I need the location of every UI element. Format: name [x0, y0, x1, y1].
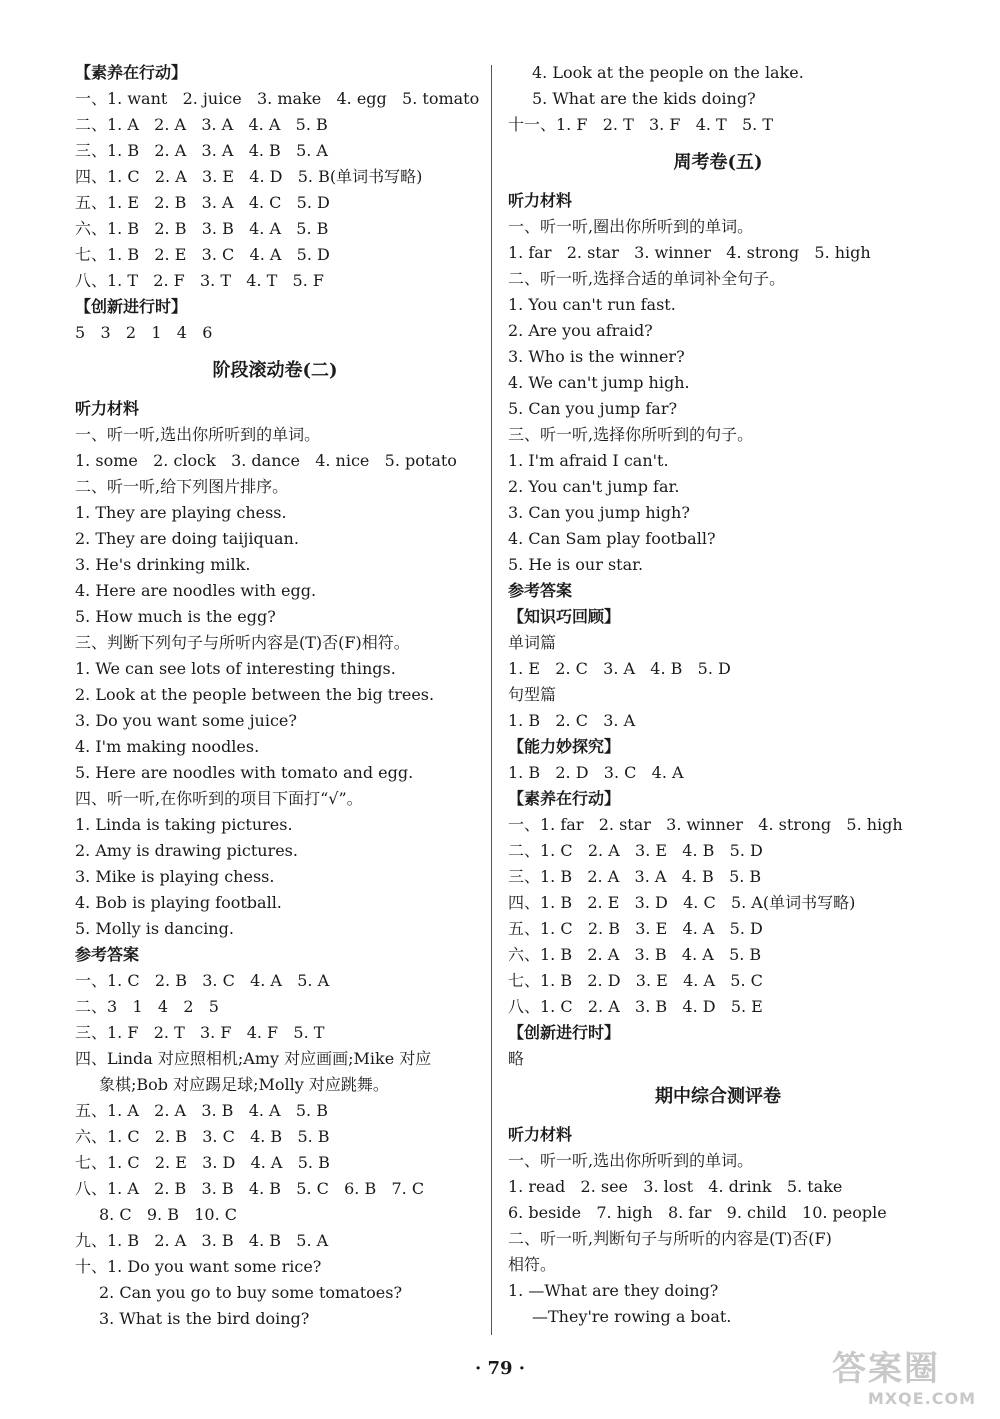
text-line: 5. He is our star. [508, 555, 644, 574]
section-label: 【知识巧回顾】 [508, 607, 621, 626]
text-line: 1. Linda is taking pictures. [75, 815, 293, 834]
answer-line: 八、1. C 2. A 3. B 4. D 5. E [508, 997, 763, 1016]
text-line: 1. —What are they doing? [508, 1281, 719, 1300]
text-line: 3. Can you jump high? [508, 503, 690, 522]
text-line: 一、听一听,选出你所听到的单词。 [508, 1151, 754, 1170]
answer-line: 六、1. B 2. A 3. B 4. A 5. B [508, 945, 762, 964]
answer-line: 四、1. B 2. E 3. D 4. C 5. A(单词书写略) [508, 893, 856, 912]
answer-line: 二、1. A 2. A 3. A 4. A 5. B [75, 115, 328, 134]
text-line: 二、听一听,给下列图片排序。 [75, 477, 289, 496]
text-line: 5. Molly is dancing. [75, 919, 234, 938]
text-line: 1. We can see lots of interesting things. [75, 659, 396, 678]
answer-line: 六、1. C 2. B 3. C 4. B 5. B [75, 1127, 330, 1146]
answer-line: 八、1. A 2. B 3. B 4. B 5. C 6. B 7. C [75, 1179, 425, 1198]
text-line: 句型篇 [508, 685, 557, 704]
answer-line: 8. C 9. B 10. C [99, 1205, 237, 1224]
text-line: 5. Can you jump far? [508, 399, 678, 418]
answer-line: 三、1. B 2. A 3. A 4. B 5. A [75, 141, 328, 160]
answer-line: 1. B 2. D 3. C 4. A [508, 763, 684, 782]
text-line: 二、听一听,判断句子与所听的内容是(T)否(F) [508, 1229, 832, 1248]
answer-line: 一、1. far 2. star 3. winner 4. strong 5. high [508, 815, 903, 834]
text-line: 二、听一听,选择合适的单词补全句子。 [508, 269, 786, 288]
answer-line: 四、1. C 2. A 3. E 4. D 5. B(单词书写略) [75, 167, 423, 186]
answer-line: 略 [508, 1049, 525, 1068]
text-line: 2. Are you afraid? [508, 321, 653, 340]
section-label: 听力材料 [508, 1125, 573, 1144]
text-line: 单词篇 [508, 633, 557, 652]
text-line: 4. I'm making noodles. [75, 737, 260, 756]
answer-line: 1. E 2. C 3. A 4. B 5. D [508, 659, 731, 678]
text-line: —They're rowing a boat. [532, 1307, 732, 1326]
answer-line: 三、1. F 2. T 3. F 4. F 5. T [75, 1023, 325, 1042]
text-line: 2. They are doing taijiquan. [75, 529, 299, 548]
text-line: 2. You can't jump far. [508, 477, 680, 496]
text-line: 1. You can't run fast. [508, 295, 676, 314]
section-label: 【素养在行动】 [75, 63, 188, 82]
answer-line: 1. B 2. C 3. A [508, 711, 636, 730]
answer-line: 九、1. B 2. A 3. B 4. B 5. A [75, 1231, 329, 1250]
text-line: 四、听一听,在你听到的项目下面打“√”。 [75, 789, 363, 808]
answer-line: 十一、1. F 2. T 3. F 4. T 5. T [508, 115, 774, 134]
watermark-text: 答案圈 [832, 1349, 940, 1389]
text-line: 1. I'm afraid I can't. [508, 451, 669, 470]
answer-line: 五、1. A 2. A 3. B 4. A 5. B [75, 1101, 328, 1120]
text-line: 5. How much is the egg? [75, 607, 276, 626]
text-line: 4. Here are noodles with egg. [75, 581, 317, 600]
column-divider [491, 65, 492, 1335]
answer-line: 七、1. C 2. E 3. D 4. A 5. B [75, 1153, 330, 1172]
answer-line: 二、1. C 2. A 3. E 4. B 5. D [508, 841, 763, 860]
section-label: 【素养在行动】 [508, 789, 621, 808]
answer-line: 三、1. B 2. A 3. A 4. B 5. B [508, 867, 762, 886]
answer-line: 十、1. Do you want some rice? [75, 1257, 322, 1276]
answer-line: 七、1. B 2. E 3. C 4. A 5. D [75, 245, 330, 264]
answer-line: 5 3 2 1 4 6 [75, 323, 213, 342]
text-line: 3. He's drinking milk. [75, 555, 251, 574]
section-heading: 阶段滚动卷(二) [212, 360, 338, 381]
section-label: 参考答案 [75, 945, 140, 964]
answer-line: 2. Can you go to buy some tomatoes? [99, 1283, 403, 1302]
page-number: · 79 · [474, 1358, 526, 1379]
text-line: 一、听一听,圈出你所听到的单词。 [508, 217, 754, 236]
text-line: 相符。 [508, 1255, 557, 1274]
text-line: 1. read 2. see 3. lost 4. drink 5. take [508, 1177, 843, 1196]
answer-line: 象棋;Bob 对应踢足球;Molly 对应跳舞。 [99, 1075, 389, 1094]
text-line: 2. Amy is drawing pictures. [75, 841, 298, 860]
section-label: 听力材料 [75, 399, 140, 418]
answer-line: 3. What is the bird doing? [99, 1309, 310, 1328]
section-label: 【创新进行时】 [508, 1023, 621, 1042]
text-line: 2. Look at the people between the big trees. [75, 685, 435, 704]
answer-line: 七、1. B 2. D 3. E 4. A 5. C [508, 971, 763, 990]
answer-line: 五、1. E 2. B 3. A 4. C 5. D [75, 193, 330, 212]
text-line: 5. Here are noodles with tomato and egg. [75, 763, 414, 782]
text-line: 4. We can't jump high. [508, 373, 690, 392]
text-line: 4. Can Sam play football? [508, 529, 716, 548]
text-line: 6. beside 7. high 8. far 9. child 10. people [508, 1203, 887, 1222]
text-line: 3. Who is the winner? [508, 347, 685, 366]
text-line: 三、判断下列句子与所听内容是(T)否(F)相符。 [75, 633, 410, 652]
answer-line: 五、1. C 2. B 3. E 4. A 5. D [508, 919, 763, 938]
answer-line: 一、1. want 2. juice 3. make 4. egg 5. tomato [75, 89, 480, 108]
text-line: 4. Look at the people on the lake. [532, 63, 804, 82]
answer-line: 六、1. B 2. B 3. B 4. A 5. B [75, 219, 329, 238]
section-label: 【创新进行时】 [75, 297, 188, 316]
text-line: 5. What are the kids doing? [532, 89, 756, 108]
section-label: 听力材料 [508, 191, 573, 210]
watermark-logo [832, 1349, 982, 1411]
answer-line: 二、3 1 4 2 5 [75, 997, 219, 1016]
text-line: 1. far 2. star 3. winner 4. strong 5. high [508, 243, 871, 262]
watermark-url: MXQE.COM [867, 1389, 976, 1408]
answer-line: 八、1. T 2. F 3. T 4. T 5. F [75, 271, 325, 290]
section-heading: 周考卷(五) [673, 152, 763, 173]
text-line: 4. Bob is playing football. [75, 893, 282, 912]
text-line: 1. They are playing chess. [75, 503, 287, 522]
text-line: 3. Do you want some juice? [75, 711, 297, 730]
text-line: 3. Mike is playing chess. [75, 867, 275, 886]
left-column [75, 60, 480, 1332]
text-line: 三、听一听,选择你所听到的句子。 [508, 425, 754, 444]
answer-line: 四、Linda 对应照相机;Amy 对应画画;Mike 对应 [75, 1049, 432, 1068]
section-label: 【能力妙探究】 [508, 737, 621, 756]
answer-line: 一、1. C 2. B 3. C 4. A 5. A [75, 971, 330, 990]
text-line: 1. some 2. clock 3. dance 4. nice 5. potato [75, 451, 457, 470]
right-column [508, 60, 928, 1330]
text-line: 一、听一听,选出你所听到的单词。 [75, 425, 321, 444]
section-heading: 期中综合测评卷 [655, 1086, 781, 1107]
section-label: 参考答案 [508, 581, 573, 600]
